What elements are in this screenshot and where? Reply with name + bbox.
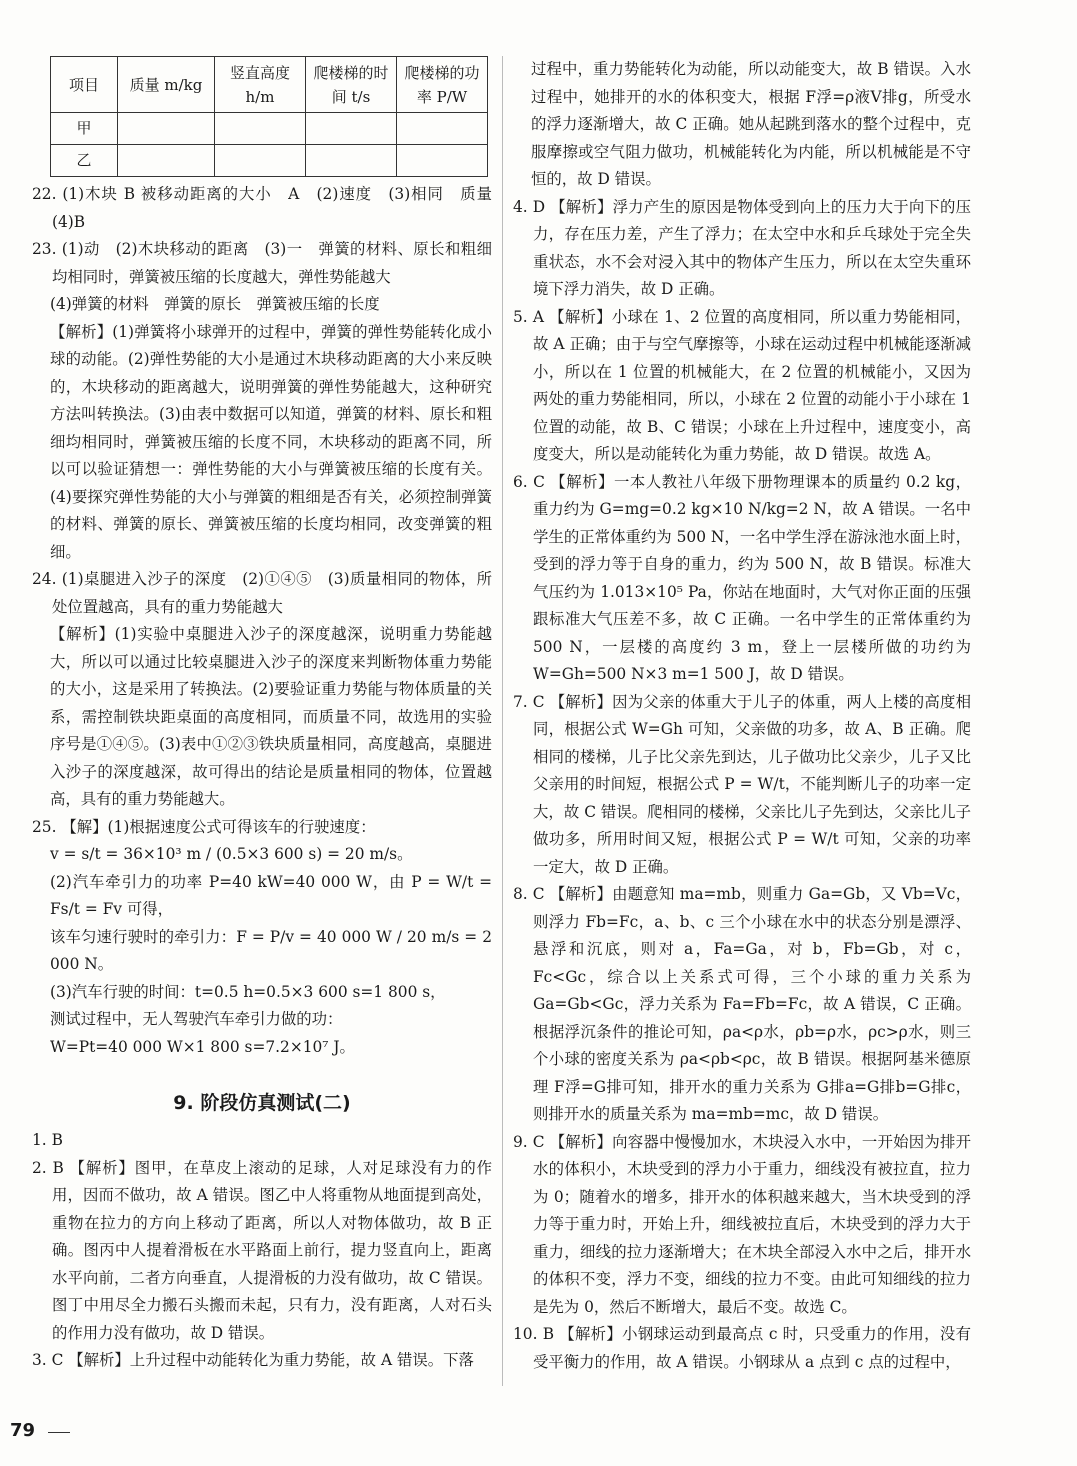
answer-23: 23. (1)动 (2)木块移动的距离 (3)一 弹簧的材料、原长和粗细均相同时，弹簧被压缩的长度越大，弹性势能越大: [32, 240, 492, 286]
table-row: [51, 113, 488, 145]
answer-3: 3. C 【解析】上升过程中动能转化为重力势能，故 A 错误。下落: [32, 1351, 474, 1369]
table-cell: [118, 113, 215, 145]
answer-25-part3: (3)汽车行驶的时间：t=0.5 h=0.5×3 600 s=1 800 s，: [50, 982, 446, 1001]
answer-4: 4. D 【解析】浮力产生的原因是物体受到向上的压力大于向下的压力，存在压力差，产生了浮力；在太空中水和乒乓球处于完全失重状态，水不会对浸入其中的物体产生压力，所以在太空失重环境下浮力消失，故 D 正确。: [513, 197, 971, 298]
column-divider: [502, 56, 503, 1386]
page-number-rule: [48, 1432, 70, 1433]
answer-10: 10. B 【解析】小钢球运动到最高点 c 时，只受重力的作用，没有受平衡力的作用，故 A 错误。小钢球从 a 点到 c 点的过程中，: [513, 1325, 971, 1371]
table-header: 竖直高度 h/m: [215, 57, 306, 113]
answer-2: 2. B 【解析】图甲，在草皮上滚动的足球，人对足球没有力的作用，因而不做功，故 A 错误。图乙中人将重物从地面提到高处，重物在拉力的方向上移动了距离，所以人对物体做功，故 B 正确。图丙中人提着滑板在水平路面上前行，提力竖直向上，距离水平向前，二者方向垂直，人提滑板的力没有做功，故 C 错误。图丁中用尽全力搬石头搬而未起，只有力，没有距离，人对石头的作用力没有做功，故 D 错误。: [32, 1158, 492, 1342]
answer-25: 25. 【解】(1)根据速度公式可得该车的行驶速度：: [32, 817, 376, 836]
answer-24: 24. (1)桌腿进入沙子的深度 (2)①④⑤ (3)质量相同的物体，所处位置越高，具有的重力势能越大: [32, 570, 492, 616]
formula-work: W=Pt=40 000 W×1 800 s=7.2×10⁷ J。: [50, 1037, 355, 1056]
table-header-row: [51, 57, 488, 113]
formula-velocity: v = s/t = 36×10³ m / (0.5×3 600 s) = 20 m/s。: [50, 845, 413, 863]
table-cell: 乙: [51, 145, 118, 177]
table-cell: [118, 145, 215, 177]
answer-7: 7. C 【解析】因为父亲的体重大于儿子的体重，两人上楼的高度相同，根据公式 W=Gh 可知，父亲做的功多，故 A、B 正确。爬相同的楼梯，儿子比父亲先到达，儿子做功比父亲少，儿子又比父亲用的时间短，根据公式 P = W/t，不能判断儿子的功率一定大，故 C 错误。爬相同的楼梯，父亲比儿子先到达，父亲比儿子做功多，所用时间又短，根据公式 P = W/t 可知，父亲的功率一定大，故 D 正确。: [513, 692, 971, 876]
answer-1: 1. B: [32, 1131, 63, 1149]
right-column: [513, 56, 971, 1376]
answer-9: 9. C 【解析】向容器中慢慢加水，木块浸入水中，一开始因为排开水的体积小，木块受到的浮力小于重力，细线没有被拉直，拉力为 0；随着水的增多，排开水的体积越来越大，当木块受到的浮力等于重力时，开始上升，细线被拉直后，木块受到的浮力大于重力，细线的拉力逐渐增大；在木块全部浸入水中之后，排开水的体积不变，浮力不变，细线的拉力不变。由此可知细线的拉力是先为 0，然后不断增大，最后不变。故选 C。: [513, 1132, 971, 1316]
table-header: 爬楼梯的功率 P/W: [397, 57, 488, 113]
table-cell: [306, 145, 397, 177]
page-number: 79: [10, 1420, 36, 1441]
answer-23-part4: (4)弹簧的材料 弹簧的原长 弹簧被压缩的长度: [50, 295, 380, 313]
answer-25-work-label: 测试过程中，无人驾驶汽车牵引力做的功：: [50, 1010, 343, 1028]
table-cell: [215, 145, 306, 177]
answer-24-analysis: 【解析】(1)实验中桌腿进入沙子的深度越深，说明重力势能越大，所以可以通过比较桌腿进入沙子的深度来判断物体重力势能的大小，这是采用了转换法。(2)要验证重力势能与物体质量的关系，需控制铁块距桌面的高度相同，而质量不同，故选用的实验序号是①④⑤。(3)表中①②③铁块质量相同，高度越高，桌腿进入沙子的深度越深，故可得出的结论是质量相同的物体，位置越高，具有的重力势能越大。: [50, 625, 492, 808]
table-header: 爬楼梯的时间 t/s: [306, 57, 397, 113]
table-cell: [397, 145, 488, 177]
table-cell: [215, 113, 306, 145]
answer-22: 22. (1)木块 B 被移动距离的大小 A (2)速度 (3)相同 质量 (4)B: [32, 185, 508, 231]
answer-6: 6. C 【解析】一本人教社八年级下册物理课本的质量约 0.2 kg，重力约为 G=mg=0.2 kg×10 N/kg=2 N，故 A 错误。一名中学生的正常体重约为 500 N，一名中学生浮在游泳池水面上时，受到的浮力等于自身的重力，约为 500 N，故 B 错误。标准大气压约为 1.013×10⁵ Pa，你站在地面时，大气对你正面的压强跟标准大气压差不多，故 C 正确。一名中学生的正常体重约为 500 N，一层楼的高度约 3 m，登上一层楼所做的功约为 W=Gh=500 N×3 m=1 500 J，故 D 错误。: [513, 472, 971, 683]
table-header: 质量 m/kg: [118, 57, 215, 113]
table-cell: [397, 113, 488, 145]
answer-3-continued: 过程中，重力势能转化为动能，所以动能变大，故 B 错误。入水过程中，她排开的水的体积变大，根据 F浮=ρ液V排g，所受水的浮力逐渐增大，故 C 正确。她从起跳到落水的整个过程中，克服摩擦或空气阻力做功，机械能转化为内能，所以机械能是不守恒的，故 D 错误。: [531, 60, 971, 188]
left-column: [32, 56, 508, 1375]
answer-8: 8. C 【解析】由题意知 ma=mb，则重力 Ga=Gb，又 Vb=Vc，则浮力 Fb=Fc，a、b、c 三个小球在水中的状态分别是漂浮、悬浮和沉底，则对 a，Fa=Ga，对 b，Fb=Gb，对 c，Fc<Gc，综合以上关系式可得，三个小球的重力关系为 Ga=Gb<Gc，浮力关系为 Fa=Fb=Fc，故 A 错误，C 正确。根据浮沉条件的推论可知，ρa<ρ水，ρb=ρ水，ρc>ρ水，则三个小球的密度关系为 ρa<ρb<ρc，故 B 错误。根据阿基米德原理 F浮=G排可知，排开水的重力关系为 G排a=G排b=G排c，则排开水的质量关系为 ma=mb=mc，故 D 错误。: [513, 885, 971, 1123]
table-row: [51, 145, 488, 177]
section-title: 9. 阶段仿真测试(二): [173, 1092, 351, 1114]
answer-23-analysis: 【解析】(1)弹簧将小球弹开的过程中，弹簧的弹性势能转化成小球的动能。(2)弹性势能的大小是通过木块移动距离的大小来反映的，木块移动的距离越大，说明弹簧的弹性势能越大，这种研究方法叫转换法。(3)由表中数据可以知道，弹簧的材料、原长和粗细均相同时，弹簧被压缩的长度不同，木块移动的距离不同，所以可以验证猜想一：弹性势能的大小与弹簧被压缩的长度有关。(4)要探究弹性势能的大小与弹簧的粗细是否有关，必须控制弹簧的材料、弹簧的原长、弹簧被压缩的长度均相同，改变弹簧的粗细。: [50, 322, 492, 561]
table-cell: [306, 113, 397, 145]
formula-force: 该车匀速行驶时的牵引力：F = P/v = 40 000 W / 20 m/s = 2 000 N。: [50, 927, 492, 973]
table-header: 项目: [51, 57, 118, 113]
answer-5: 5. A 【解析】小球在 1、2 位置的高度相同，所以重力势能相同，故 A 正确；由于与空气摩擦等，小球在运动过程中机械能逐渐减小，所以在 1 位置的机械能大，在 2 位置的机械能小，又因为两处的重力势能相同，所以，小球在 2 位置的动能小于小球在 1 位置的动能，故 B、C 错误；小球在上升过程中，速度变小，高度变大，所以是动能转化为重力势能，故 D 错误。故选 A。: [513, 307, 971, 463]
table-cell: 甲: [51, 113, 118, 145]
data-table: [50, 56, 488, 177]
answer-25-part2: (2)汽车牵引力的功率 P=40 kW=40 000 W，由 P = W/t = Fs/t = Fv 可得，: [50, 872, 492, 918]
